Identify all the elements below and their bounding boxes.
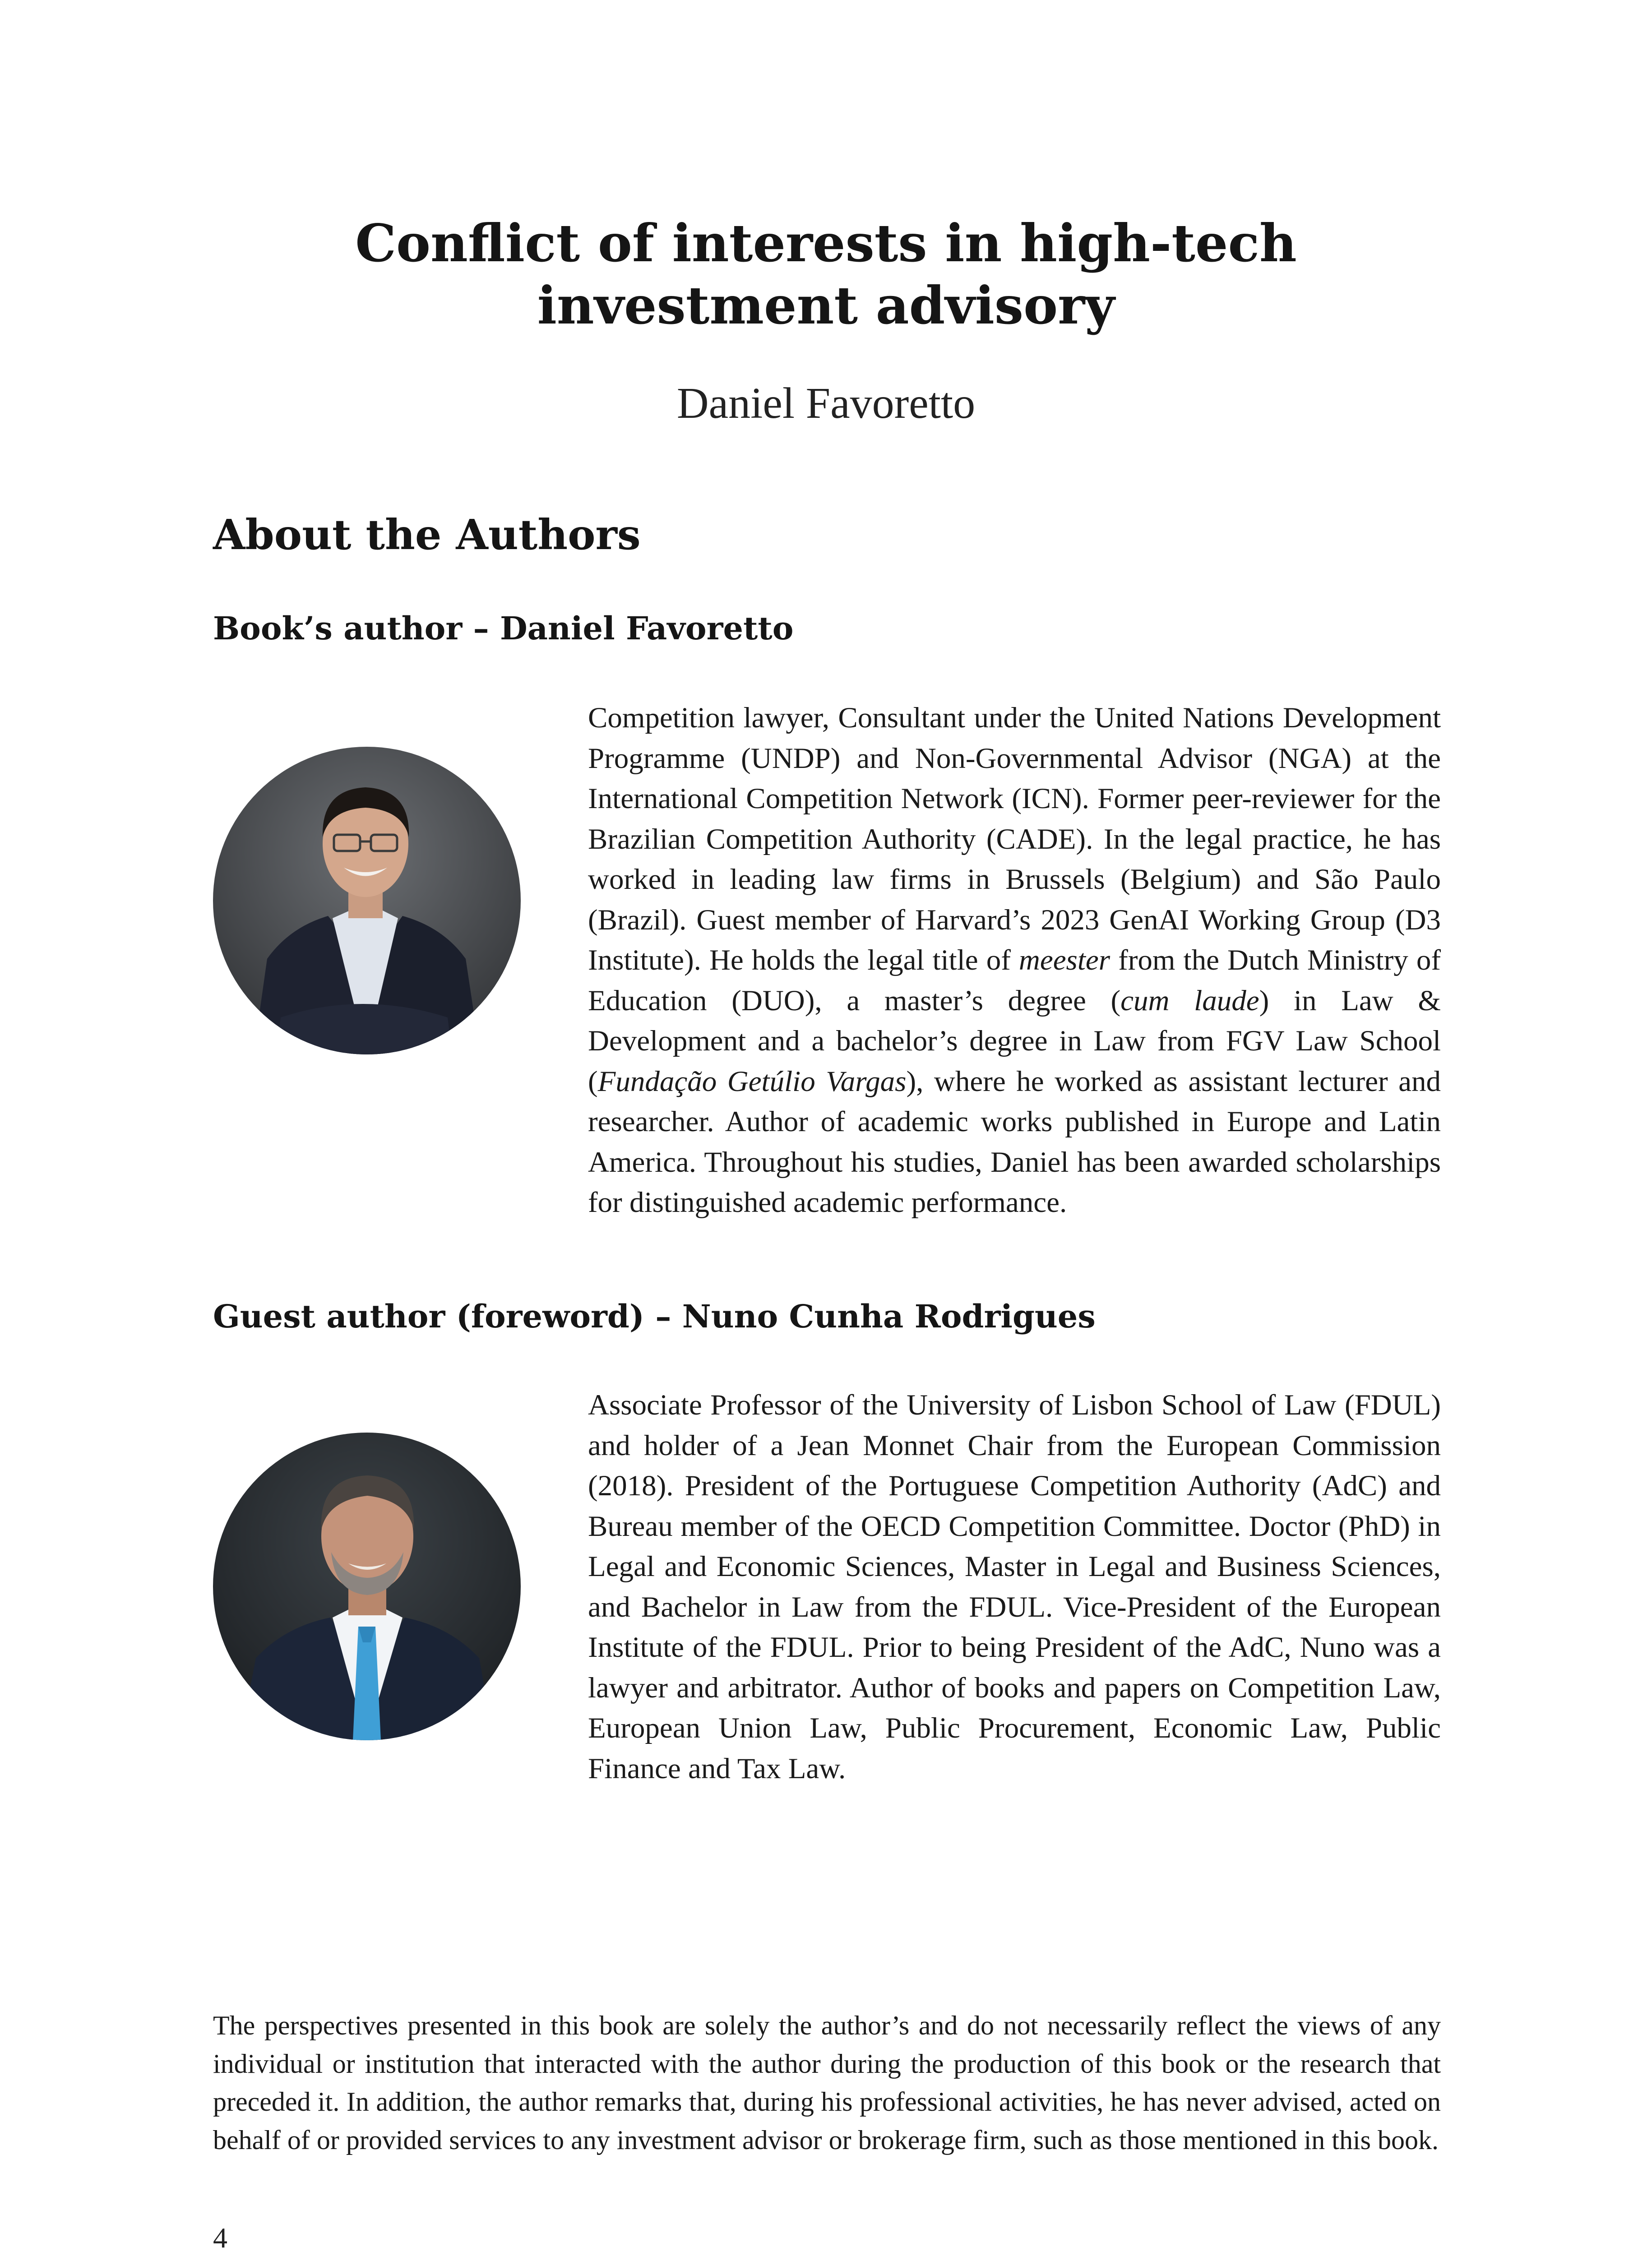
- nuno-cunha-rodrigues-portrait-icon: [213, 1433, 521, 1740]
- about-authors-heading: About the Authors: [213, 510, 641, 559]
- book-author-bio: [588, 698, 1441, 1223]
- bio-segment: ), where he worked as assistant lecturer and researcher. Author of academic works published in Europe and Latin America. Throughout his studies, Daniel has been awarded scholarships for distinguished academic performance.: [588, 1065, 1441, 1219]
- guest-author-heading: Guest author (foreword) – Nuno Cunha Rodrigues: [213, 1298, 1096, 1335]
- daniel-favoretto-portrait-icon: [213, 747, 521, 1054]
- bio-italic-segment: meester: [1018, 944, 1111, 976]
- guest-author-bio: [588, 1385, 1441, 1789]
- bio-segment: ) in Law & Development and a bachelor’s degree in Law from FGV Law School (: [588, 984, 1441, 1098]
- book-author-heading: Book’s author – Daniel Favoretto: [213, 610, 794, 647]
- page-number: 4: [213, 2222, 227, 2254]
- author-name: Daniel Favoretto: [676, 379, 976, 428]
- guest-author-bio-text: Associate Professor of the University of Lisbon School of Law (FDUL) and holder of a Jean Monnet Chair from the European Commission (2018). President of the Portuguese Competition Authority (AdC) and Bureau member of the OECD Competition Committee. Doctor (PhD) in Legal and Economic Sciences, Master in Legal and Business Sciences, and Bachelor in Law from the FDUL. Vice-President of the European Institute of the FDUL. Prior to being President of the AdC, Nuno was a lawyer and arbitrator. Author of books and papers on Competition Law, European Union Law, Public Procurement, Economic Law, Public Finance and Tax Law.: [588, 1389, 1441, 1785]
- bio-segment: Competition lawyer, Consultant under the United Nations Development Programme (UNDP) and Non-Governmental Advisor (NGA) at the International Competition Network (ICN). Former peer-reviewer for the Brazilian Competition Authority (CADE). In the legal practice, he has worked in leading law firms in Brussels (Belgium) and São Paulo (Brazil). Guest member of Harvard’s 2023 GenAI Working Group (D3 Institute). He holds the legal title of: [588, 702, 1441, 976]
- disclaimer-paragraph: The perspectives presented in this book are solely the author’s and do not necessarily reflect the views of any individual or institution that interacted with the author during the production of this book or the research that preceded it. In addition, the author remarks that, during his professional activities, he has never advised, acted on behalf of or provided services to any investment advisor or brokerage firm, such as those mentioned in this book.: [213, 2011, 1441, 2155]
- bio-italic-segment: cum laude: [1120, 984, 1259, 1017]
- bio-italic-segment: Fundação Getúlio Vargas: [597, 1065, 907, 1098]
- bio-segment: from the Dutch Ministry of Education (DUO), a master’s degree (: [588, 944, 1441, 1017]
- page-title: Conflict of interests in high-tech investment advisory: [355, 213, 1297, 336]
